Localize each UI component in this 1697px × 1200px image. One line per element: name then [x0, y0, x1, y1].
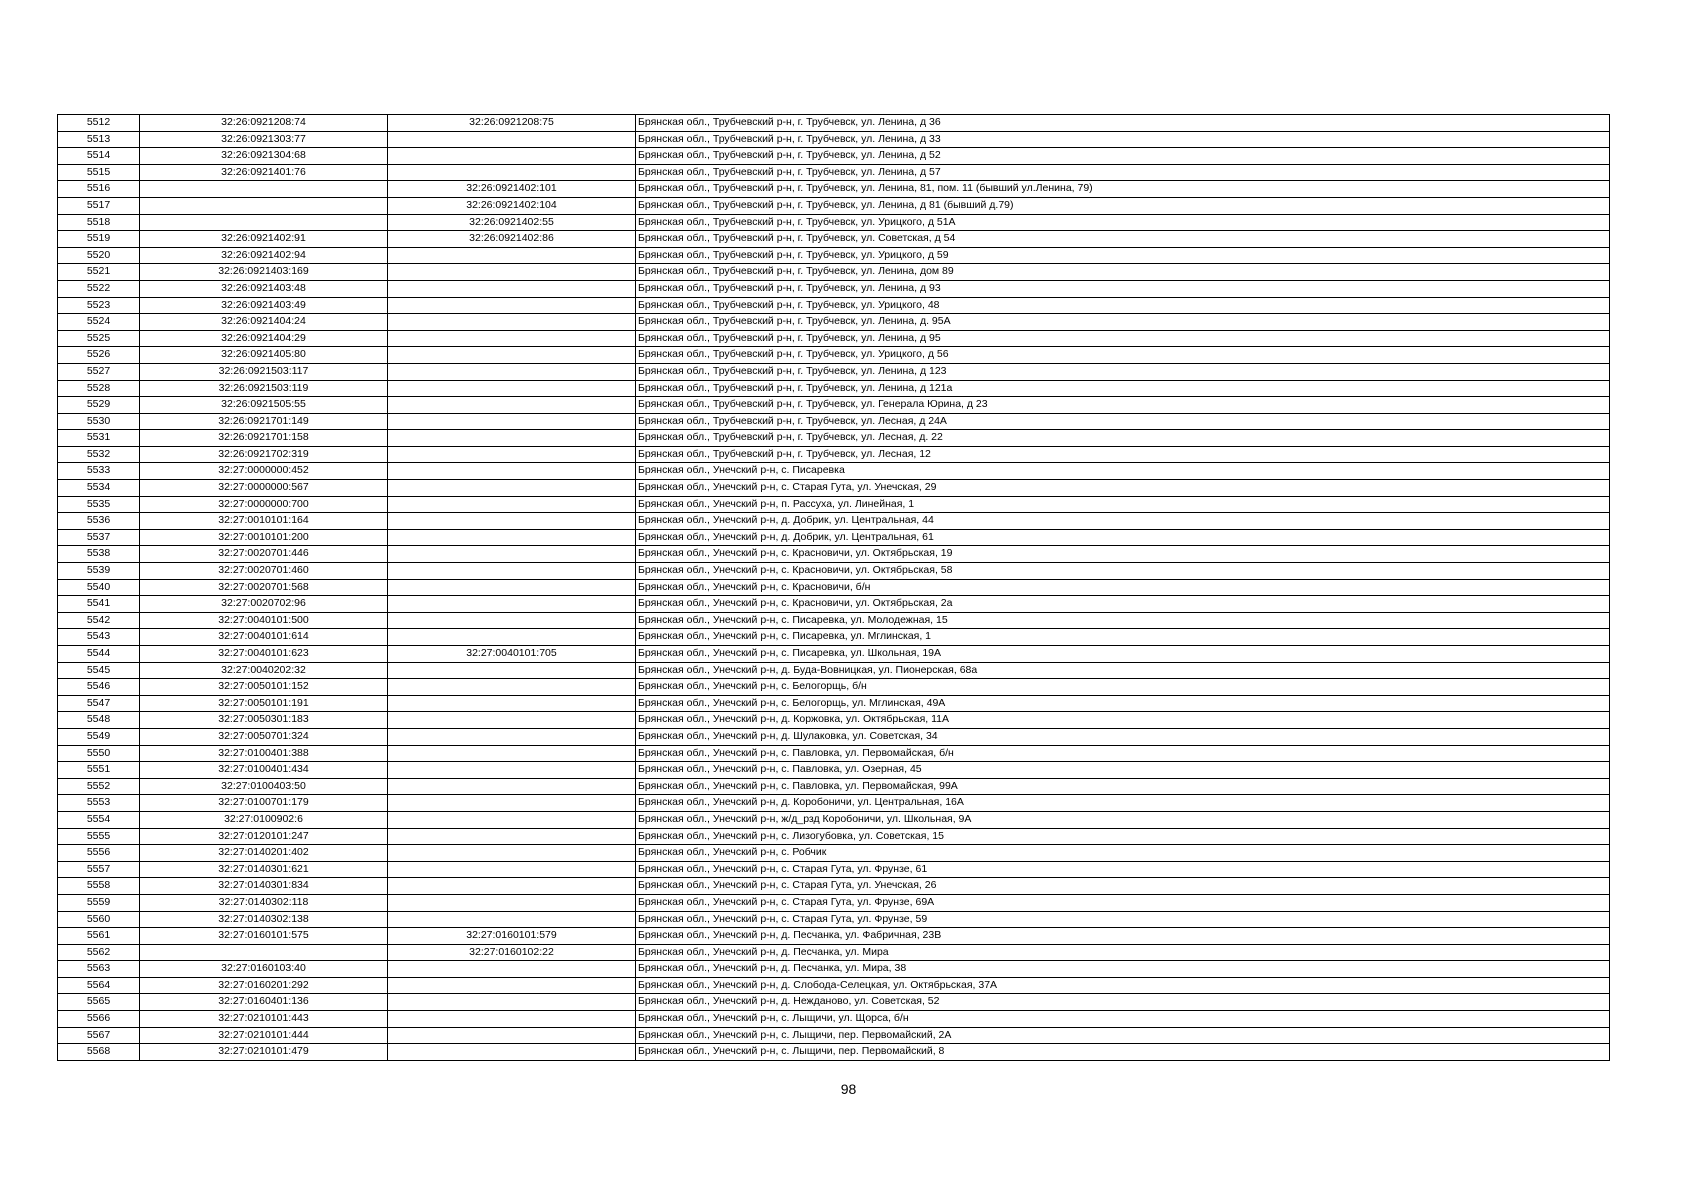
- related-cadastral-number-cell: [388, 280, 636, 297]
- table-row: [58, 413, 1610, 430]
- table-row: [58, 845, 1610, 862]
- cadastral-number-cell: 32:27:0100401:434: [140, 762, 388, 779]
- table-row: [58, 397, 1610, 414]
- row-number-cell: 5525: [58, 330, 140, 347]
- address-cell: Брянская обл., Унечский р-н, с. Старая Гута, ул. Унечская, 26: [636, 878, 1610, 895]
- table-row: [58, 247, 1610, 264]
- address-cell: Брянская обл., Унечский р-н, п. Рассуха, ул. Линейная, 1: [636, 496, 1610, 513]
- property-registry-table: [57, 114, 1610, 1061]
- address-cell: Брянская обл., Трубчевский р-н, г. Трубчевск, ул. Ленина, д 81 (бывший д.79): [636, 197, 1610, 214]
- address-cell: Брянская обл., Трубчевский р-н, г. Трубчевск, ул. Ленина, д 121а: [636, 380, 1610, 397]
- related-cadastral-number-cell: 32:26:0921208:75: [388, 115, 636, 132]
- address-cell: Брянская обл., Унечский р-н, с. Лыщичи, ул. Щорса, б/н: [636, 1011, 1610, 1028]
- related-cadastral-number-cell: [388, 629, 636, 646]
- related-cadastral-number-cell: [388, 463, 636, 480]
- cadastral-number-cell: 32:27:0100701:179: [140, 795, 388, 812]
- row-number-cell: 5546: [58, 679, 140, 696]
- row-number-cell: 5542: [58, 612, 140, 629]
- address-cell: Брянская обл., Трубчевский р-н, г. Трубчевск, ул. Ленина, 81, пом. 11 (бывший ул.Ленина, 79): [636, 181, 1610, 198]
- related-cadastral-number-cell: [388, 247, 636, 264]
- row-number-cell: 5521: [58, 264, 140, 281]
- table-row: [58, 828, 1610, 845]
- related-cadastral-number-cell: [388, 679, 636, 696]
- address-cell: Брянская обл., Унечский р-н, с. Павловка, ул. Первомайская, б/н: [636, 745, 1610, 762]
- cadastral-number-cell: 32:27:0050101:152: [140, 679, 388, 696]
- row-number-cell: 5544: [58, 646, 140, 663]
- table-row: [58, 596, 1610, 613]
- row-number-cell: 5530: [58, 413, 140, 430]
- related-cadastral-number-cell: [388, 264, 636, 281]
- cadastral-number-cell: 32:27:0140302:118: [140, 894, 388, 911]
- address-cell: Брянская обл., Унечский р-н, с. Красновичи, ул. Октябрьская, 58: [636, 563, 1610, 580]
- table-row: [58, 529, 1610, 546]
- related-cadastral-number-cell: [388, 297, 636, 314]
- address-cell: Брянская обл., Трубчевский р-н, г. Трубчевск, ул. Лесная, 12: [636, 446, 1610, 463]
- cadastral-number-cell: 32:27:0160401:136: [140, 994, 388, 1011]
- cadastral-number-cell: 32:27:0140301:834: [140, 878, 388, 895]
- table-row: [58, 164, 1610, 181]
- address-cell: Брянская обл., Унечский р-н, д. Песчанка, ул. Фабричная, 23В: [636, 928, 1610, 945]
- related-cadastral-number-cell: [388, 828, 636, 845]
- cadastral-number-cell: 32:27:0050101:191: [140, 695, 388, 712]
- cadastral-number-cell: 32:26:0921404:24: [140, 314, 388, 331]
- cadastral-number-cell: 32:26:0921405:80: [140, 347, 388, 364]
- related-cadastral-number-cell: [388, 430, 636, 447]
- cadastral-number-cell: 32:27:0020702:96: [140, 596, 388, 613]
- row-number-cell: 5561: [58, 928, 140, 945]
- row-number-cell: 5568: [58, 1044, 140, 1061]
- row-number-cell: 5559: [58, 894, 140, 911]
- address-cell: Брянская обл., Унечский р-н, с. Старая Гута, ул. Унечская, 29: [636, 480, 1610, 497]
- related-cadastral-number-cell: [388, 529, 636, 546]
- table-row: [58, 280, 1610, 297]
- address-cell: Брянская обл., Унечский р-н, д. Добрик, ул. Центральная, 44: [636, 513, 1610, 530]
- address-cell: Брянская обл., Трубчевский р-н, г. Трубчевск, ул. Лесная, д. 22: [636, 430, 1610, 447]
- address-cell: Брянская обл., Унечский р-н, с. Павловка, ул. Первомайская, 99А: [636, 778, 1610, 795]
- row-number-cell: 5554: [58, 811, 140, 828]
- table-row: [58, 629, 1610, 646]
- cadastral-number-cell: 32:27:0100401:388: [140, 745, 388, 762]
- row-number-cell: 5536: [58, 513, 140, 530]
- cadastral-number-cell: 32:26:0921701:149: [140, 413, 388, 430]
- related-cadastral-number-cell: [388, 148, 636, 165]
- table-row: [58, 513, 1610, 530]
- address-cell: Брянская обл., Унечский р-н, д. Коробоничи, ул. Центральная, 16А: [636, 795, 1610, 812]
- related-cadastral-number-cell: 32:26:0921402:55: [388, 214, 636, 231]
- row-number-cell: 5535: [58, 496, 140, 513]
- table-row: [58, 197, 1610, 214]
- cadastral-number-cell: 32:26:0921404:29: [140, 330, 388, 347]
- row-number-cell: 5517: [58, 197, 140, 214]
- table-row: [58, 347, 1610, 364]
- cadastral-number-cell: 32:26:0921402:94: [140, 247, 388, 264]
- table-row: [58, 1011, 1610, 1028]
- table-row: [58, 1044, 1610, 1061]
- row-number-cell: 5548: [58, 712, 140, 729]
- row-number-cell: 5518: [58, 214, 140, 231]
- table-row: [58, 977, 1610, 994]
- row-number-cell: 5529: [58, 397, 140, 414]
- address-cell: Брянская обл., Унечский р-н, д. Песчанка, ул. Мира, 38: [636, 961, 1610, 978]
- table-row: [58, 181, 1610, 198]
- row-number-cell: 5567: [58, 1027, 140, 1044]
- address-cell: Брянская обл., Трубчевский р-н, г. Трубчевск, ул. Ленина, д 36: [636, 115, 1610, 132]
- row-number-cell: 5514: [58, 148, 140, 165]
- related-cadastral-number-cell: [388, 745, 636, 762]
- cadastral-number-cell: [140, 944, 388, 961]
- cadastral-number-cell: 32:27:0100403:50: [140, 778, 388, 795]
- related-cadastral-number-cell: [388, 131, 636, 148]
- address-cell: Брянская обл., Трубчевский р-н, г. Трубчевск, ул. Ленина, д 57: [636, 164, 1610, 181]
- related-cadastral-number-cell: [388, 446, 636, 463]
- cadastral-number-cell: 32:27:0160201:292: [140, 977, 388, 994]
- table-row: [58, 994, 1610, 1011]
- cadastral-number-cell: 32:27:0050301:183: [140, 712, 388, 729]
- table-row: [58, 878, 1610, 895]
- related-cadastral-number-cell: [388, 762, 636, 779]
- related-cadastral-number-cell: [388, 513, 636, 530]
- row-number-cell: 5563: [58, 961, 140, 978]
- related-cadastral-number-cell: 32:27:0160101:579: [388, 928, 636, 945]
- related-cadastral-number-cell: [388, 728, 636, 745]
- row-number-cell: 5549: [58, 728, 140, 745]
- related-cadastral-number-cell: 32:27:0160102:22: [388, 944, 636, 961]
- table-row: [58, 894, 1610, 911]
- row-number-cell: 5527: [58, 363, 140, 380]
- row-number-cell: 5550: [58, 745, 140, 762]
- table-row: [58, 314, 1610, 331]
- related-cadastral-number-cell: [388, 612, 636, 629]
- cadastral-number-cell: [140, 181, 388, 198]
- related-cadastral-number-cell: [388, 712, 636, 729]
- related-cadastral-number-cell: [388, 496, 636, 513]
- related-cadastral-number-cell: [388, 413, 636, 430]
- address-cell: Брянская обл., Унечский р-н, с. Павловка, ул. Озерная, 45: [636, 762, 1610, 779]
- address-cell: Брянская обл., Унечский р-н, с. Красновичи, б/н: [636, 579, 1610, 596]
- row-number-cell: 5522: [58, 280, 140, 297]
- row-number-cell: 5524: [58, 314, 140, 331]
- cadastral-number-cell: 32:26:0921505:55: [140, 397, 388, 414]
- table-row: [58, 264, 1610, 281]
- cadastral-number-cell: 32:27:0010101:200: [140, 529, 388, 546]
- cadastral-number-cell: [140, 214, 388, 231]
- table-row: [58, 795, 1610, 812]
- related-cadastral-number-cell: 32:26:0921402:101: [388, 181, 636, 198]
- related-cadastral-number-cell: [388, 845, 636, 862]
- related-cadastral-number-cell: 32:26:0921402:104: [388, 197, 636, 214]
- row-number-cell: 5552: [58, 778, 140, 795]
- related-cadastral-number-cell: [388, 1044, 636, 1061]
- cadastral-number-cell: 32:27:0100902:6: [140, 811, 388, 828]
- address-cell: Брянская обл., Унечский р-н, ж/д_рзд Коробоничи, ул. Школьная, 9А: [636, 811, 1610, 828]
- address-cell: Брянская обл., Унечский р-н, д. Шулаковка, ул. Советская, 34: [636, 728, 1610, 745]
- related-cadastral-number-cell: [388, 795, 636, 812]
- row-number-cell: 5537: [58, 529, 140, 546]
- cadastral-number-cell: 32:27:0140301:621: [140, 861, 388, 878]
- cadastral-number-cell: 32:26:0921402:91: [140, 231, 388, 248]
- row-number-cell: 5558: [58, 878, 140, 895]
- address-cell: Брянская обл., Унечский р-н, д. Добрик, ул. Центральная, 61: [636, 529, 1610, 546]
- row-number-cell: 5539: [58, 563, 140, 580]
- related-cadastral-number-cell: [388, 1027, 636, 1044]
- cadastral-number-cell: 32:27:0140302:138: [140, 911, 388, 928]
- row-number-cell: 5565: [58, 994, 140, 1011]
- cadastral-number-cell: 32:26:0921403:169: [140, 264, 388, 281]
- related-cadastral-number-cell: [388, 994, 636, 1011]
- address-cell: Брянская обл., Унечский р-н, с. Красновичи, ул. Октябрьская, 19: [636, 546, 1610, 563]
- related-cadastral-number-cell: [388, 811, 636, 828]
- row-number-cell: 5557: [58, 861, 140, 878]
- cadastral-number-cell: 32:26:0921503:117: [140, 363, 388, 380]
- related-cadastral-number-cell: [388, 397, 636, 414]
- table-row: [58, 778, 1610, 795]
- cadastral-number-cell: 32:27:0010101:164: [140, 513, 388, 530]
- address-cell: Брянская обл., Унечский р-н, с. Старая Гута, ул. Фрунзе, 69А: [636, 894, 1610, 911]
- page-number: 98: [840, 1081, 857, 1097]
- table-row: [58, 811, 1610, 828]
- table-row: [58, 330, 1610, 347]
- row-number-cell: 5543: [58, 629, 140, 646]
- row-number-cell: 5566: [58, 1011, 140, 1028]
- cadastral-number-cell: 32:26:0921304:68: [140, 148, 388, 165]
- address-cell: Брянская обл., Унечский р-н, с. Красновичи, ул. Октябрьская, 2а: [636, 596, 1610, 613]
- row-number-cell: 5513: [58, 131, 140, 148]
- related-cadastral-number-cell: [388, 480, 636, 497]
- table-row: [58, 579, 1610, 596]
- related-cadastral-number-cell: [388, 596, 636, 613]
- related-cadastral-number-cell: [388, 347, 636, 364]
- address-cell: Брянская обл., Унечский р-н, с. Робчик: [636, 845, 1610, 862]
- address-cell: Брянская обл., Трубчевский р-н, г. Трубчевск, ул. Лесная, д 24А: [636, 413, 1610, 430]
- table-row: [58, 297, 1610, 314]
- row-number-cell: 5523: [58, 297, 140, 314]
- table-row: [58, 363, 1610, 380]
- address-cell: Брянская обл., Трубчевский р-н, г. Трубчевск, ул. Советская, д 54: [636, 231, 1610, 248]
- cadastral-number-cell: 32:27:0140201:402: [140, 845, 388, 862]
- address-cell: Брянская обл., Унечский р-н, д. Нежданово, ул. Советская, 52: [636, 994, 1610, 1011]
- related-cadastral-number-cell: [388, 894, 636, 911]
- related-cadastral-number-cell: [388, 695, 636, 712]
- related-cadastral-number-cell: [388, 314, 636, 331]
- address-cell: Брянская обл., Трубчевский р-н, г. Трубчевск, ул. Ленина, д 95: [636, 330, 1610, 347]
- related-cadastral-number-cell: [388, 778, 636, 795]
- address-cell: Брянская обл., Унечский р-н, с. Белогорщь, б/н: [636, 679, 1610, 696]
- table-row: [58, 612, 1610, 629]
- table-row: [58, 961, 1610, 978]
- cadastral-number-cell: 32:27:0160101:575: [140, 928, 388, 945]
- row-number-cell: 5551: [58, 762, 140, 779]
- row-number-cell: 5520: [58, 247, 140, 264]
- row-number-cell: 5531: [58, 430, 140, 447]
- table-row: [58, 679, 1610, 696]
- table-row: [58, 131, 1610, 148]
- row-number-cell: 5553: [58, 795, 140, 812]
- address-cell: Брянская обл., Унечский р-н, с. Белогорщь, ул. Мглинская, 49А: [636, 695, 1610, 712]
- row-number-cell: 5562: [58, 944, 140, 961]
- related-cadastral-number-cell: [388, 579, 636, 596]
- cadastral-number-cell: 32:27:0020701:460: [140, 563, 388, 580]
- address-cell: Брянская обл., Унечский р-н, с. Лыщичи, пер. Первомайский, 8: [636, 1044, 1610, 1061]
- table-row: [58, 928, 1610, 945]
- cadastral-number-cell: 32:27:0040202:32: [140, 662, 388, 679]
- row-number-cell: 5564: [58, 977, 140, 994]
- table-row: [58, 563, 1610, 580]
- cadastral-number-cell: 32:26:0921702:319: [140, 446, 388, 463]
- table-row: [58, 463, 1610, 480]
- table-row: [58, 115, 1610, 132]
- table-row: [58, 214, 1610, 231]
- cadastral-number-cell: [140, 197, 388, 214]
- table-row: [58, 430, 1610, 447]
- related-cadastral-number-cell: [388, 380, 636, 397]
- row-number-cell: 5547: [58, 695, 140, 712]
- table-row: [58, 446, 1610, 463]
- table-row: [58, 762, 1610, 779]
- row-number-cell: 5516: [58, 181, 140, 198]
- address-cell: Брянская обл., Трубчевский р-н, г. Трубчевск, ул. Урицкого, д 56: [636, 347, 1610, 364]
- cadastral-number-cell: 32:27:0000000:452: [140, 463, 388, 480]
- table-row: [58, 480, 1610, 497]
- address-cell: Брянская обл., Унечский р-н, с. Лыщичи, пер. Первомайский, 2А: [636, 1027, 1610, 1044]
- address-cell: Брянская обл., Трубчевский р-н, г. Трубчевск, ул. Урицкого, 48: [636, 297, 1610, 314]
- cadastral-number-cell: 32:27:0160103:40: [140, 961, 388, 978]
- address-cell: Брянская обл., Трубчевский р-н, г. Трубчевск, ул. Ленина, д. 95А: [636, 314, 1610, 331]
- table-row: [58, 944, 1610, 961]
- related-cadastral-number-cell: [388, 563, 636, 580]
- address-cell: Брянская обл., Трубчевский р-н, г. Трубчевск, ул. Ленина, д 52: [636, 148, 1610, 165]
- cadastral-number-cell: 32:26:0921303:77: [140, 131, 388, 148]
- related-cadastral-number-cell: [388, 911, 636, 928]
- table-row: [58, 546, 1610, 563]
- address-cell: Брянская обл., Унечский р-н, д. Коржовка, ул. Октябрьская, 11А: [636, 712, 1610, 729]
- address-cell: Брянская обл., Унечский р-н, д. Буда-Вовницкая, ул. Пионерская, 68а: [636, 662, 1610, 679]
- address-cell: Брянская обл., Трубчевский р-н, г. Трубчевск, ул. Урицкого, д 59: [636, 247, 1610, 264]
- address-cell: Брянская обл., Унечский р-н, с. Лизогубовка, ул. Советская, 15: [636, 828, 1610, 845]
- cadastral-number-cell: 32:27:0050701:324: [140, 728, 388, 745]
- related-cadastral-number-cell: [388, 977, 636, 994]
- address-cell: Брянская обл., Трубчевский р-н, г. Трубчевск, ул. Ленина, д 93: [636, 280, 1610, 297]
- related-cadastral-number-cell: [388, 330, 636, 347]
- table-body: [58, 115, 1610, 1061]
- address-cell: Брянская обл., Трубчевский р-н, г. Трубчевск, ул. Ленина, дом 89: [636, 264, 1610, 281]
- address-cell: Брянская обл., Унечский р-н, с. Старая Гута, ул. Фрунзе, 61: [636, 861, 1610, 878]
- cadastral-number-cell: 32:27:0000000:567: [140, 480, 388, 497]
- row-number-cell: 5560: [58, 911, 140, 928]
- address-cell: Брянская обл., Трубчевский р-н, г. Трубчевск, ул. Урицкого, д 51А: [636, 214, 1610, 231]
- address-cell: Брянская обл., Трубчевский р-н, г. Трубчевск, ул. Ленина, д 33: [636, 131, 1610, 148]
- related-cadastral-number-cell: [388, 861, 636, 878]
- table-row: [58, 712, 1610, 729]
- address-cell: Брянская обл., Унечский р-н, д. Слобода-Селецкая, ул. Октябрьская, 37А: [636, 977, 1610, 994]
- related-cadastral-number-cell: 32:26:0921402:86: [388, 231, 636, 248]
- address-cell: Брянская обл., Унечский р-н, с. Старая Гута, ул. Фрунзе, 59: [636, 911, 1610, 928]
- cadastral-number-cell: 32:27:0040101:500: [140, 612, 388, 629]
- row-number-cell: 5555: [58, 828, 140, 845]
- row-number-cell: 5532: [58, 446, 140, 463]
- row-number-cell: 5541: [58, 596, 140, 613]
- related-cadastral-number-cell: [388, 662, 636, 679]
- related-cadastral-number-cell: [388, 363, 636, 380]
- cadastral-number-cell: 32:26:0921503:119: [140, 380, 388, 397]
- row-number-cell: 5526: [58, 347, 140, 364]
- table-row: [58, 1027, 1610, 1044]
- table-row: [58, 911, 1610, 928]
- cadastral-number-cell: 32:26:0921403:49: [140, 297, 388, 314]
- related-cadastral-number-cell: [388, 961, 636, 978]
- cadastral-number-cell: 32:26:0921403:48: [140, 280, 388, 297]
- table-row: [58, 695, 1610, 712]
- related-cadastral-number-cell: [388, 164, 636, 181]
- cadastral-number-cell: 32:27:0040101:614: [140, 629, 388, 646]
- table-row: [58, 728, 1610, 745]
- table-row: [58, 662, 1610, 679]
- cadastral-number-cell: 32:26:0921401:76: [140, 164, 388, 181]
- cadastral-number-cell: 32:27:0020701:446: [140, 546, 388, 563]
- row-number-cell: 5528: [58, 380, 140, 397]
- row-number-cell: 5515: [58, 164, 140, 181]
- address-cell: Брянская обл., Унечский р-н, д. Песчанка, ул. Мира: [636, 944, 1610, 961]
- row-number-cell: 5556: [58, 845, 140, 862]
- row-number-cell: 5519: [58, 231, 140, 248]
- table-row: [58, 861, 1610, 878]
- address-cell: Брянская обл., Унечский р-н, с. Писаревка, ул. Молодежная, 15: [636, 612, 1610, 629]
- table-row: [58, 646, 1610, 663]
- table-row: [58, 745, 1610, 762]
- cadastral-number-cell: 32:27:0020701:568: [140, 579, 388, 596]
- address-cell: Брянская обл., Унечский р-н, с. Писаревка, ул. Школьная, 19А: [636, 646, 1610, 663]
- row-number-cell: 5512: [58, 115, 140, 132]
- cadastral-number-cell: 32:27:0000000:700: [140, 496, 388, 513]
- row-number-cell: 5534: [58, 480, 140, 497]
- table-row: [58, 380, 1610, 397]
- address-cell: Брянская обл., Трубчевский р-н, г. Трубчевск, ул. Генерала Юрина, д 23: [636, 397, 1610, 414]
- cadastral-number-cell: 32:27:0210101:479: [140, 1044, 388, 1061]
- row-number-cell: 5540: [58, 579, 140, 596]
- table-row: [58, 148, 1610, 165]
- cadastral-number-cell: 32:26:0921701:158: [140, 430, 388, 447]
- related-cadastral-number-cell: [388, 1011, 636, 1028]
- related-cadastral-number-cell: [388, 878, 636, 895]
- related-cadastral-number-cell: [388, 546, 636, 563]
- address-cell: Брянская обл., Трубчевский р-н, г. Трубчевск, ул. Ленина, д 123: [636, 363, 1610, 380]
- address-cell: Брянская обл., Унечский р-н, с. Писаревка, ул. Мглинская, 1: [636, 629, 1610, 646]
- table-row: [58, 496, 1610, 513]
- row-number-cell: 5533: [58, 463, 140, 480]
- cadastral-number-cell: 32:27:0120101:247: [140, 828, 388, 845]
- cadastral-number-cell: 32:26:0921208:74: [140, 115, 388, 132]
- related-cadastral-number-cell: 32:27:0040101:705: [388, 646, 636, 663]
- cadastral-number-cell: 32:27:0210101:443: [140, 1011, 388, 1028]
- table-row: [58, 231, 1610, 248]
- row-number-cell: 5538: [58, 546, 140, 563]
- cadastral-number-cell: 32:27:0040101:623: [140, 646, 388, 663]
- row-number-cell: 5545: [58, 662, 140, 679]
- address-cell: Брянская обл., Унечский р-н, с. Писаревка: [636, 463, 1610, 480]
- cadastral-number-cell: 32:27:0210101:444: [140, 1027, 388, 1044]
